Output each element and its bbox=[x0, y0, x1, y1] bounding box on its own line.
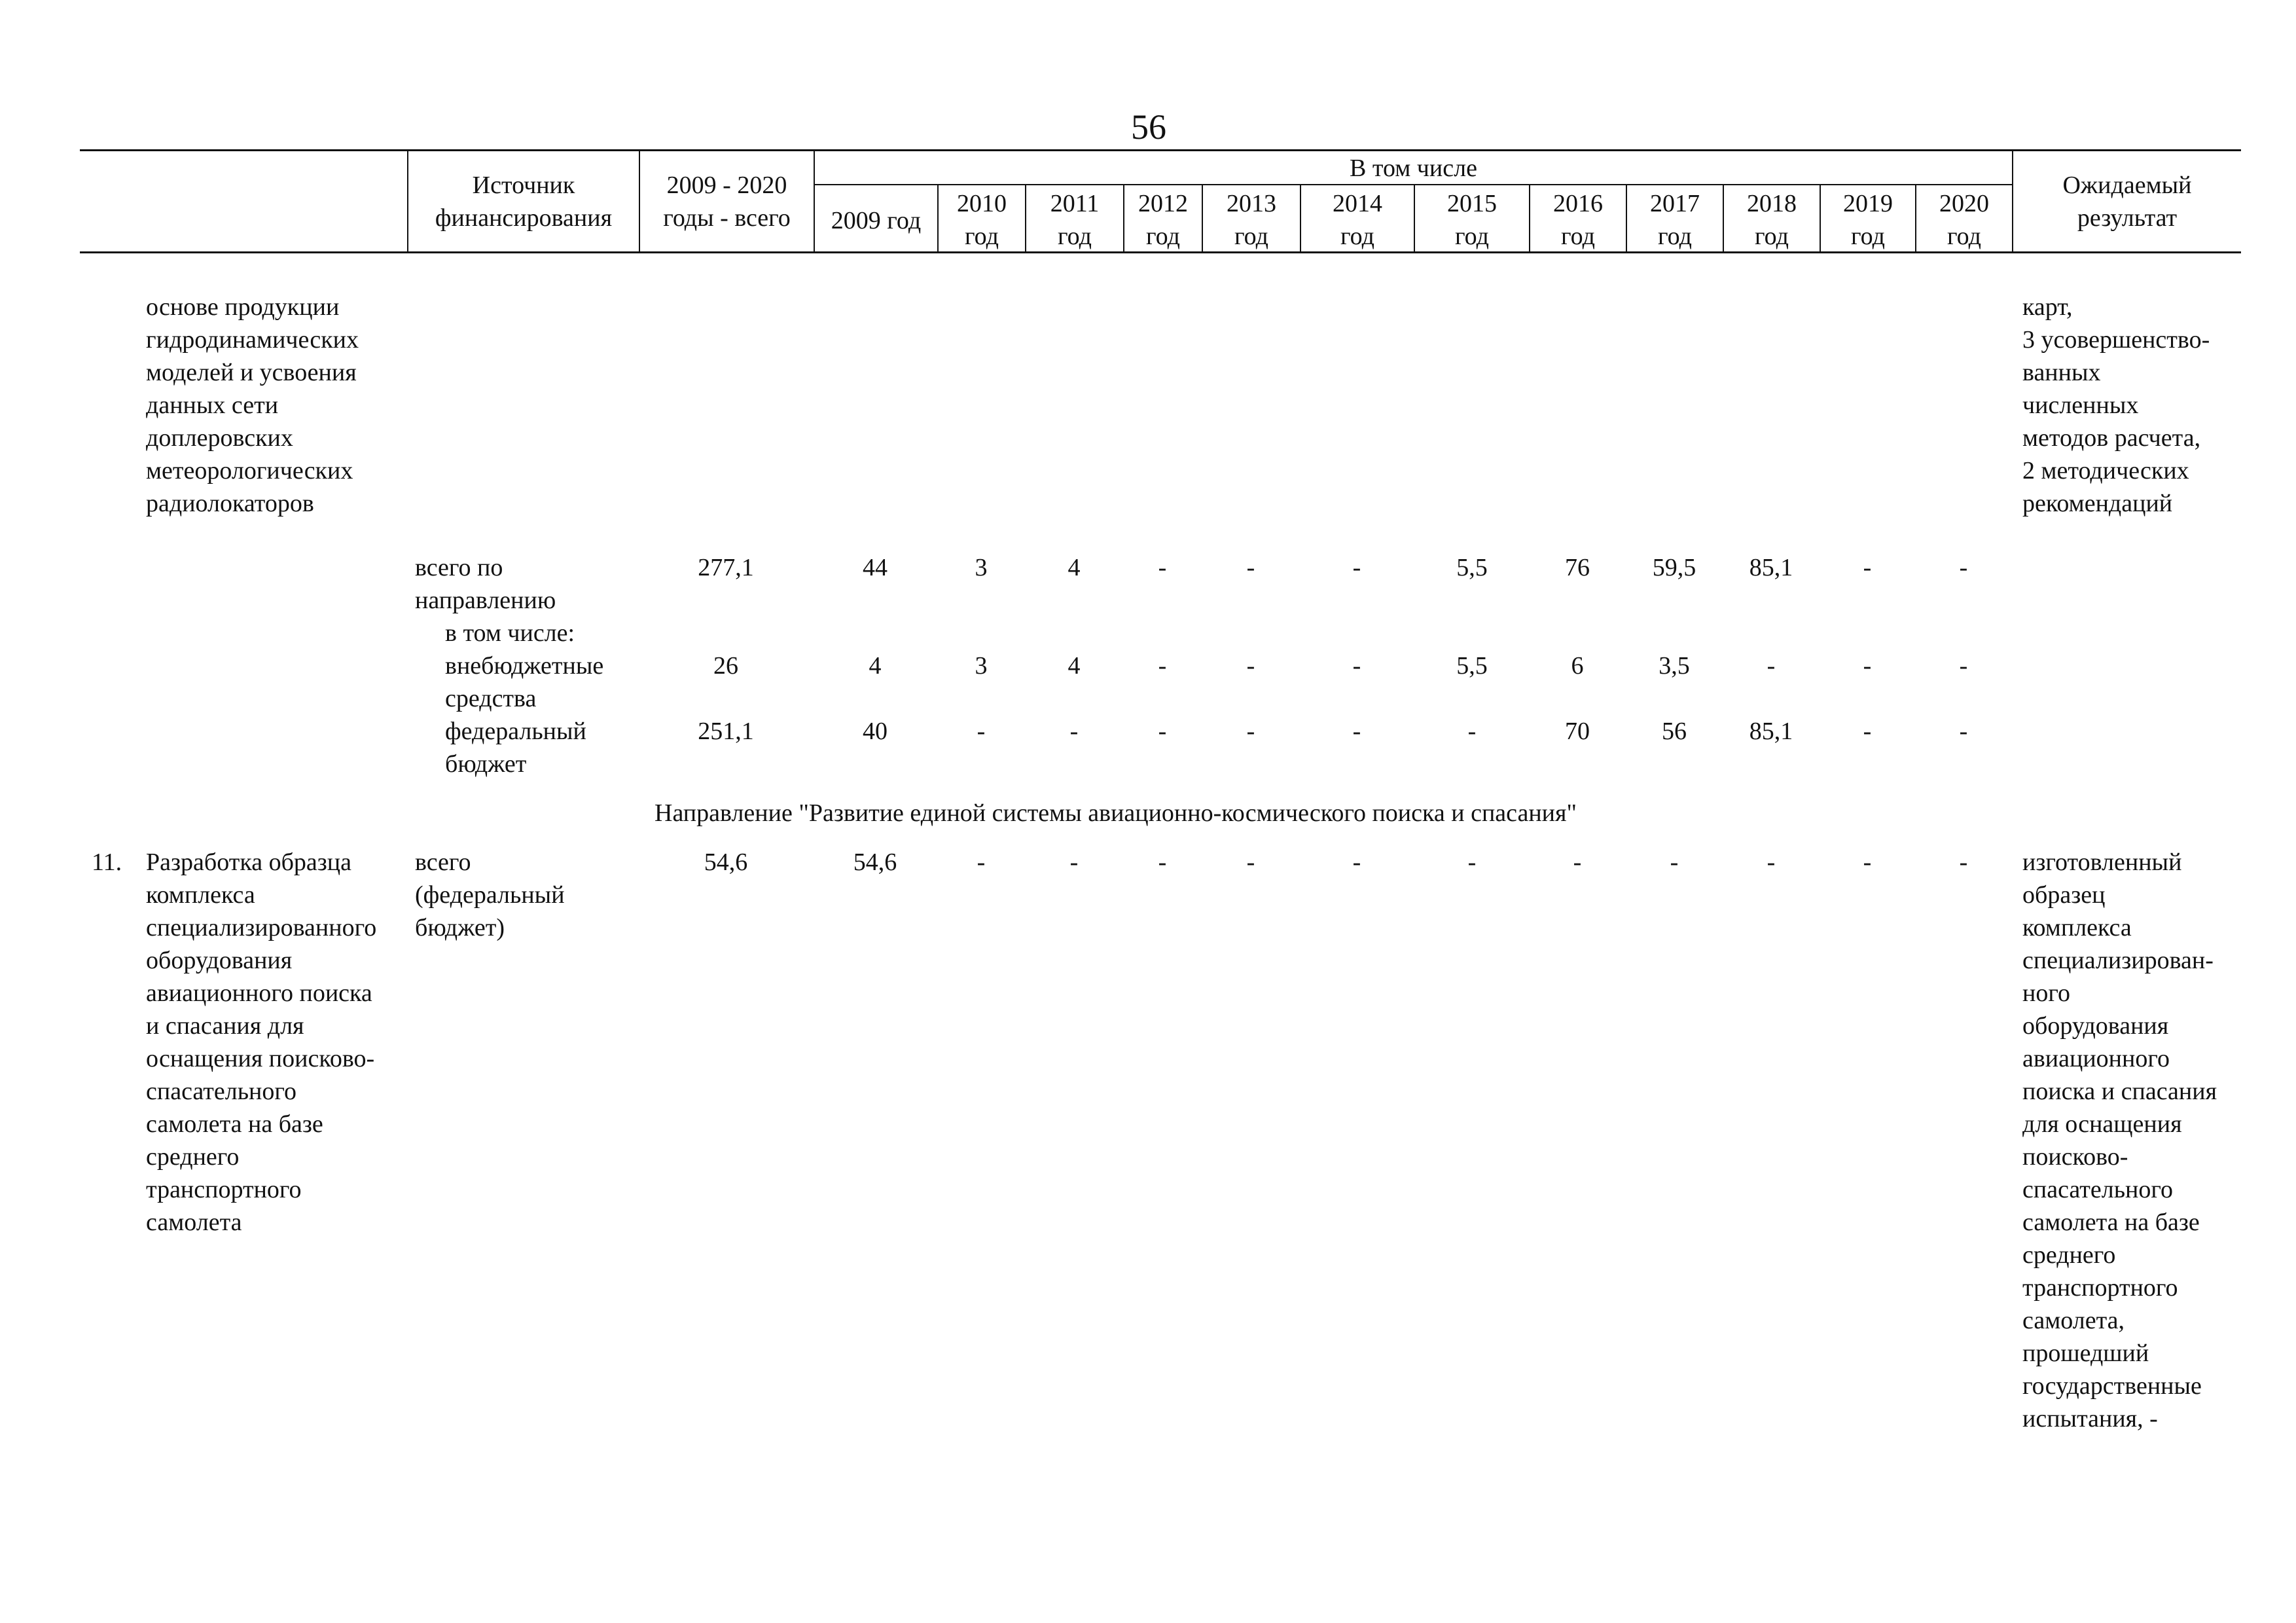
table-cell: 4 bbox=[1067, 652, 1081, 680]
table-cell: - bbox=[1352, 718, 1361, 745]
table-cell: - bbox=[1863, 554, 1872, 581]
table-cell: - bbox=[1246, 718, 1255, 745]
header-year-2013: 2013 год bbox=[1227, 190, 1276, 250]
table-cell: 59,5 bbox=[1652, 554, 1696, 581]
table-cell: - bbox=[1158, 848, 1167, 876]
table-cell: - bbox=[1863, 652, 1872, 680]
continued-description: основе продукции гидродинамических моделей и усвоения данных сети доплеровских метеорологических радиолокаторов bbox=[146, 293, 359, 517]
table-cell: - bbox=[1959, 718, 1968, 745]
table-cell: - bbox=[1467, 718, 1477, 745]
table-cell: 85,1 bbox=[1749, 718, 1793, 745]
header-result: Ожидаемый результат bbox=[2062, 172, 2192, 232]
table-cell: 4 bbox=[869, 652, 882, 680]
table-cell: - bbox=[1959, 848, 1968, 876]
table-cell: - bbox=[1767, 848, 1776, 876]
table-cell: - bbox=[1573, 848, 1582, 876]
table-cell: 251,1 bbox=[698, 718, 754, 745]
item-description: Разработка образца комплекса специализированного оборудования авиационного поиска и спасания для оснащения поисково- спасательного самолета на базе среднего транспортного самолета bbox=[146, 848, 377, 1236]
table-cell: - bbox=[1069, 848, 1079, 876]
table-cell: 40 bbox=[863, 718, 888, 745]
table-cell: - bbox=[977, 848, 986, 876]
table-cell: - bbox=[1352, 554, 1361, 581]
federal-label: федеральный бюджет bbox=[445, 718, 586, 778]
header-year-2012: 2012 год bbox=[1138, 190, 1188, 250]
table-cell: 85,1 bbox=[1749, 554, 1793, 581]
table-cell: 3 bbox=[975, 554, 988, 581]
table-cell: - bbox=[1246, 554, 1255, 581]
header-year-2011: 2011 год bbox=[1050, 190, 1100, 250]
table-cell: 5,5 bbox=[1456, 652, 1488, 680]
table-cell: 277,1 bbox=[698, 554, 754, 581]
header-year-2020: 2020 год bbox=[1939, 190, 1989, 250]
table-cell: - bbox=[1467, 848, 1477, 876]
including-label: в том числе: bbox=[445, 619, 575, 647]
header-year-2019: 2019 год bbox=[1843, 190, 1893, 250]
table-cell: - bbox=[1158, 652, 1167, 680]
header-2009: 2009 год bbox=[831, 207, 922, 234]
table-cell: - bbox=[1352, 652, 1361, 680]
item-source: всего (федеральный бюджет) bbox=[415, 848, 565, 941]
table-cell: 76 bbox=[1565, 554, 1590, 581]
table-cell: 54,6 bbox=[704, 848, 748, 876]
direction-total-label: всего по направлению bbox=[415, 554, 556, 614]
table-cell: - bbox=[1959, 554, 1968, 581]
table-cell: - bbox=[1959, 652, 1968, 680]
table-cell: 6 bbox=[1571, 652, 1584, 680]
offbudget-label: внебюджетные средства bbox=[445, 652, 604, 712]
table-cell: - bbox=[1863, 718, 1872, 745]
header-year-2014: 2014 год bbox=[1333, 190, 1382, 250]
table-cell: - bbox=[1158, 718, 1167, 745]
table-cell: - bbox=[1158, 554, 1167, 581]
table-cell: 44 bbox=[863, 554, 888, 581]
header-year-2018: 2018 год bbox=[1747, 190, 1797, 250]
section-heading: Направление "Развитие единой системы авиационно-космического поиска и спасания" bbox=[655, 799, 1577, 827]
table-cell: - bbox=[1246, 652, 1255, 680]
header-total: 2009 - 2020 годы - всего bbox=[663, 172, 791, 232]
header-year-2016: 2016 год bbox=[1553, 190, 1603, 250]
header-year-2010: 2010 год bbox=[957, 190, 1007, 250]
header-year-2017: 2017 год bbox=[1650, 190, 1700, 250]
table-cell: 54,6 bbox=[853, 848, 897, 876]
table-cell: 26 bbox=[713, 652, 738, 680]
header-year-2015: 2015 год bbox=[1447, 190, 1497, 250]
header-source: Источник финансирования bbox=[435, 172, 613, 232]
table-cell: - bbox=[1670, 848, 1679, 876]
continued-result: карт, 3 усовершенство- ванных численных методов расчета, 2 методических рекомендаций bbox=[2022, 293, 2210, 517]
item-number: 11. bbox=[92, 848, 122, 876]
table-cell: - bbox=[1352, 848, 1361, 876]
item-result: изготовленный образец комплекса специализирован- ного оборудования авиационного поиска и спасания для оснащения поисково- спасательного самолета на базе среднего транспортного самолета, прошедший государственные испытания, - bbox=[2022, 848, 2217, 1432]
page-number: 56 bbox=[1131, 107, 1166, 147]
table-cell: 3,5 bbox=[1659, 652, 1690, 680]
table-cell: 56 bbox=[1662, 718, 1687, 745]
table-cell: 70 bbox=[1565, 718, 1590, 745]
table-cell: - bbox=[977, 718, 986, 745]
table-cell: 5,5 bbox=[1456, 554, 1488, 581]
table-cell: 4 bbox=[1067, 554, 1081, 581]
table-cell: - bbox=[1863, 848, 1872, 876]
table-cell: 3 bbox=[975, 652, 988, 680]
table-cell: - bbox=[1069, 718, 1079, 745]
header-including: В том числе bbox=[1350, 155, 1477, 182]
table-cell: - bbox=[1767, 652, 1776, 680]
table-top-rule bbox=[80, 149, 2241, 151]
table-cell: - bbox=[1246, 848, 1255, 876]
